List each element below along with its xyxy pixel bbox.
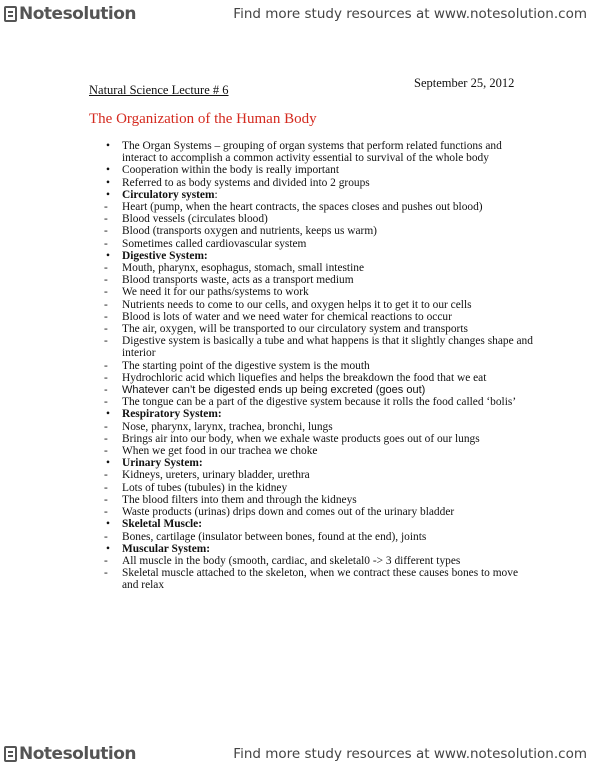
- section-heading: Urinary System:: [122, 457, 203, 470]
- section-muscular: [103, 543, 533, 555]
- list-item: - Heart (pump, when the heart contracts, the spaces closes and pushes out blood): [103, 201, 533, 213]
- list-item: - Kidneys, ureters, urinary bladder, urethra: [103, 469, 533, 481]
- bullet-icon: [103, 457, 113, 469]
- notes-body: [103, 140, 533, 592]
- notesolution-logo: [4, 743, 136, 765]
- intro-bullet: [103, 164, 533, 176]
- list-item: - Bones, cartilage (insulator between bones, found at the end), joints: [103, 531, 533, 543]
- list-item: - Blood is lots of water and we need water for chemical reactions to occur: [103, 311, 533, 323]
- list-item: - When we get food in our trachea we choke: [103, 445, 533, 457]
- bullet-text: The Organ Systems – grouping of organ systems that perform related functions and interact to accomplish a common activity essential to survival of the whole body: [122, 140, 502, 165]
- document-title: The Organization of the Human Body: [89, 111, 317, 127]
- notesolution-logo: [4, 3, 136, 25]
- logo-text: Notesolution: [19, 4, 137, 24]
- footer-tagline: Find more study resources at www.notesolution.com: [233, 746, 587, 762]
- list-item: - Nutrients needs to come to our cells, and oxygen helps it to get it to our cells: [103, 299, 533, 311]
- list-item: - Nose, pharynx, larynx, trachea, bronchi, lungs: [103, 421, 533, 433]
- bullet-icon: [103, 189, 113, 201]
- section-heading: Circulatory system: [122, 188, 215, 201]
- heading-suffix: :: [214, 188, 218, 201]
- intro-bullet: [103, 140, 533, 164]
- page-footer: [0, 742, 595, 766]
- bullet-icon: [103, 518, 113, 530]
- section-skeletal: [103, 518, 533, 530]
- section-items: [103, 201, 533, 250]
- list-item: - Blood transports waste, acts as a transport medium: [103, 274, 533, 286]
- bullet-text: Referred to as body systems and divided into 2 groups: [122, 176, 370, 189]
- section-circulatory: [103, 189, 533, 201]
- list-item: - All muscle in the body (smooth, cardiac, and skeletal0 -> 3 different types: [103, 555, 533, 567]
- list-item: - Hydrochloric acid which liquefies and helps the breakdown the food that we eat: [103, 372, 533, 384]
- section-digestive: [103, 250, 533, 262]
- section-heading: Skeletal Muscle:: [122, 518, 203, 531]
- list-item: - Blood vessels (circulates blood): [103, 213, 533, 225]
- bullet-icon: [103, 543, 113, 555]
- section-items: [103, 262, 533, 408]
- bullet-icon: [103, 164, 113, 176]
- list-item: - The blood filters into them and through the kidneys: [103, 494, 533, 506]
- section-heading: Muscular System:: [122, 542, 211, 555]
- section-items: [103, 469, 533, 518]
- section-items: [103, 555, 533, 592]
- list-item: - Blood (transports oxygen and nutrients, keeps us warm): [103, 225, 533, 237]
- list-item: - Lots of tubes (tubules) in the kidney: [103, 482, 533, 494]
- section-heading: Digestive System:: [122, 249, 208, 262]
- section-items: [103, 531, 533, 543]
- logo-text: Notesolution: [19, 744, 137, 764]
- list-item: - The starting point of the digestive system is the mouth: [103, 360, 533, 372]
- list-item: - Mouth, pharynx, esophagus, stomach, small intestine: [103, 262, 533, 274]
- header-tagline: Find more study resources at www.notesolution.com: [233, 6, 587, 22]
- section-urinary: [103, 457, 533, 469]
- section-heading: Respiratory System:: [122, 408, 222, 421]
- notesolution-logo-icon: [4, 746, 17, 762]
- list-item: - The air, oxygen, will be transported to our circulatory system and transports: [103, 323, 533, 335]
- page-header: [0, 2, 595, 26]
- list-item: - Brings air into our body, when we exhale waste products goes out of our lungs: [103, 433, 533, 445]
- list-item: - The tongue can be a part of the digestive system because it rolls the food called ‘bolis’: [103, 396, 533, 408]
- list-item: - Digestive system is basically a tube and what happens is that it slightly changes shape and interior: [103, 335, 533, 359]
- section-respiratory: [103, 408, 533, 420]
- document-date: September 25, 2012: [414, 76, 515, 90]
- lecture-label: Natural Science Lecture # 6: [89, 83, 229, 97]
- list-item: - Waste products (urinas) drips down and comes out of the urinary bladder: [103, 506, 533, 518]
- list-item: - Sometimes called cardiovascular system: [103, 238, 533, 250]
- bullet-text: Cooperation within the body is really important: [122, 164, 340, 177]
- list-item: - Whatever can’t be digested ends up being excreted (goes out): [103, 384, 533, 396]
- bullet-icon: [103, 250, 113, 262]
- notesolution-logo-icon: [4, 6, 17, 22]
- list-item: - Skeletal muscle attached to the skeleton, when we contract these causes bones to move and relax: [103, 567, 533, 591]
- bullet-icon: [103, 408, 113, 420]
- intro-bullet: [103, 177, 533, 189]
- bullet-icon: [103, 177, 113, 189]
- bullet-icon: [103, 140, 113, 152]
- list-item: - We need it for our paths/systems to work: [103, 286, 533, 298]
- section-items: [103, 421, 533, 458]
